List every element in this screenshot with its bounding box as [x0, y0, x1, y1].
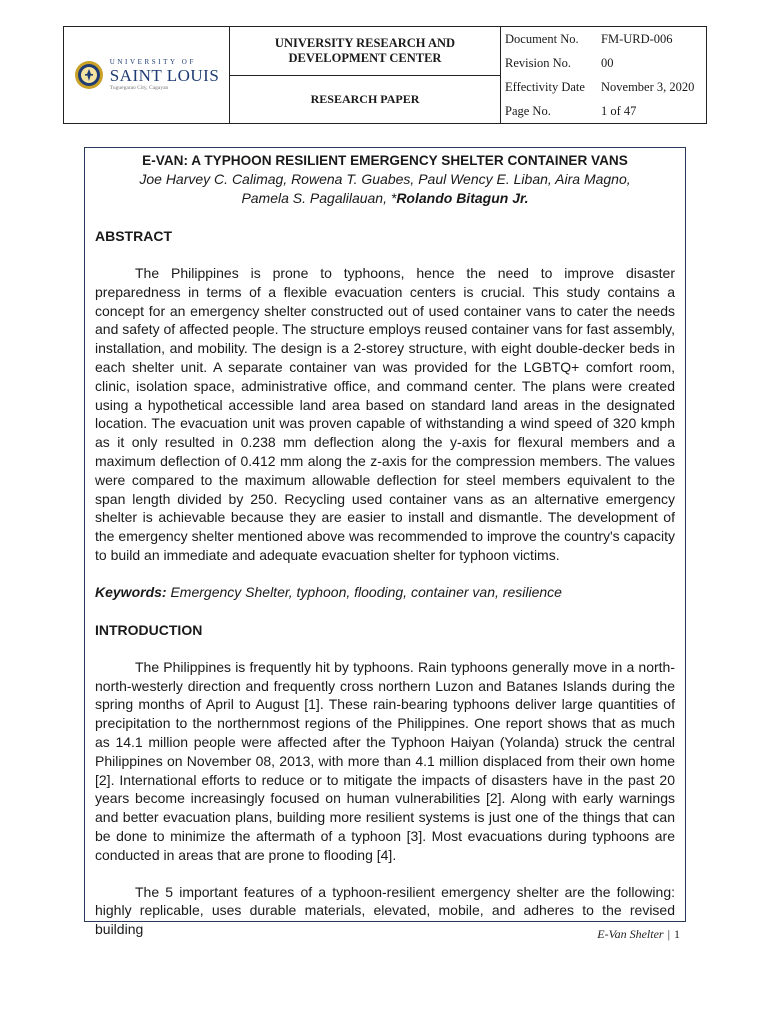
- meta-label: Revision No.: [505, 55, 571, 70]
- meta-value: 00: [601, 55, 614, 70]
- footer-separator: |: [667, 927, 670, 941]
- introduction-paragraph-2: The 5 important features of a typhoon-resilient emergency shelter are the following: highly replicable, uses durable materials, elevated, mobile, and adheres to the revised building: [95, 883, 675, 938]
- running-title: E-Van Shelter: [597, 927, 664, 941]
- logo-cell: [64, 27, 230, 123]
- document-type: RESEARCH PAPER: [310, 92, 420, 106]
- authors-names: Pamela S. Pagalilauan, *: [241, 190, 397, 206]
- logo-wordmark: [110, 59, 220, 92]
- meta-row-effectivity-date: [501, 75, 706, 99]
- university-logo: [74, 59, 220, 92]
- meta-value: November 3, 2020: [601, 79, 695, 94]
- authors-line-2: [95, 189, 675, 208]
- meta-value: FM-URD-006: [601, 31, 673, 46]
- research-center-name: UNIVERSITY RESEARCH AND DEVELOPMENT CENTER: [230, 27, 500, 76]
- meta-row-document-no: [501, 27, 706, 51]
- meta-label: Effectivity Date: [505, 79, 585, 94]
- keywords-label: Keywords:: [95, 583, 167, 600]
- logo-sub-text: Tuguegarao City, Cagayan: [109, 84, 169, 91]
- abstract-paragraph: The Philippines is prone to typhoons, hence the need to improve disaster preparedness in terms of a flexible evacuation centers is crucial. This study contains a concept for an emergency shelter constructed out of used container vans to cater the needs and safety of affected people. The structure employs reused container vans for fast assembly, installation, and mobility. The design is a 2-storey structure, with eight double-decker beds in each shelter unit. A separate container van was provided for the LGBTQ+ comfort room, clinic, isolation space, administrative office, and command center. The plans were created using a hypothetical accessible land area based on standard land areas in the designated location. The evacuation unit was proven capable of withstanding a wind speed of 320 kmph as it only resulted in 0.238 mm deflection along the y-axis for flexural members and a maximum deflection of 0.412 mm along the z-axis for the compression members. The values were compared to the maximum allowable deflection for steel members equivalent to the span length divided by 250. Recycling used container vans as an alternative emergency shelter is achievable because they are easier to install and dismantle. The development of the emergency shelter mentioned above was recommended to improve the country's capacity to build an immediate and adequate evacuation shelter for typhoon victims.: [95, 265, 675, 563]
- paper-title: E-VAN: A TYPHOON RESILIENT EMERGENCY SHELTER CONTAINER VANS: [142, 153, 628, 168]
- logo-main-text: SAINT LOUIS: [109, 65, 220, 85]
- page-number: 1: [674, 927, 680, 941]
- logo-top-text: UNIVERSITY OF: [109, 57, 196, 66]
- meta-row-revision-no: [501, 51, 706, 75]
- introduction-heading: INTRODUCTION: [95, 621, 203, 638]
- document-header: [63, 26, 707, 124]
- keywords-text: Emergency Shelter, typhoon, flooding, container van, resilience: [166, 583, 562, 600]
- authors-line-1: Joe Harvey C. Calimag, Rowena T. Guabes, Paul Wency E. Liban, Aira Magno,: [139, 171, 631, 187]
- keywords: [95, 583, 675, 602]
- meta-label: Document No.: [505, 31, 579, 46]
- abstract-heading: ABSTRACT: [95, 228, 172, 244]
- meta-value: 1 of 47: [601, 103, 637, 118]
- page-footer: [597, 927, 680, 942]
- university-seal-icon: [74, 60, 104, 90]
- introduction-paragraph-1: The Philippines is frequently hit by typhoons. Rain typhoons generally move in a north-north-westerly direction and frequently cross northern Luzon and Batanes Islands during the spring months of April to August [1]. These rain-bearing typhoons deliver large quantities of precipitation to the northernmost regions of the Philippines. One report shows that as much as 14.1 million people were affected after the Typhoon Haiyan (Yolanda) struck the central Philippines on November 08, 2013, with more than 4.1 million displaced from their own home [2]. International efforts to reduce or to mitigate the impacts of disasters have in the past 20 years become increasingly focused on human vulnerabilities [2]. Along with early warnings and better evacuation plans, building more resilient systems is just one of the things that can be done to minimize the aftermath of a typhoon [3]. Most evacuations during typhoons are conducted in areas that are prone to flooding [4].: [95, 658, 675, 863]
- meta-label: Page No.: [505, 103, 551, 118]
- header-center-cell: [230, 27, 501, 123]
- corresponding-author: Rolando Bitagun Jr.: [396, 190, 529, 206]
- meta-row-page-no: [501, 99, 706, 123]
- document-meta: [501, 27, 706, 123]
